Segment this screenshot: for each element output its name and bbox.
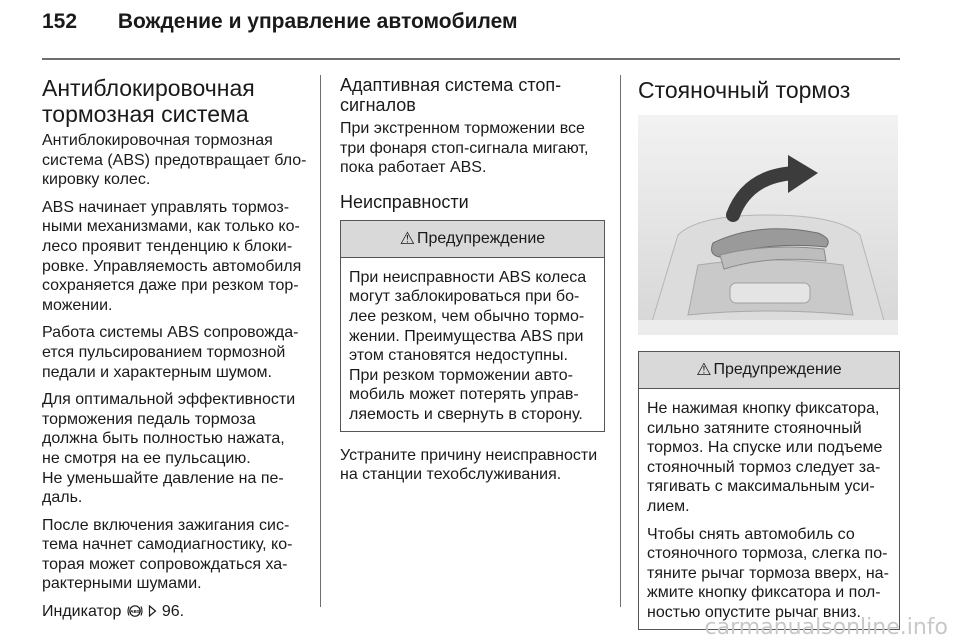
section-title-faults: Неисправности	[340, 191, 469, 212]
page-number: 152	[42, 10, 78, 33]
svg-text:ABS: ABS	[130, 609, 140, 615]
column-divider	[620, 75, 621, 607]
paragraph: ABS начинает управлять тормоз- ными механизмами, как только ко- лесо проявит тенденцию к блоки- ровке. Управляемость автомобиля сохраняется даже при резком тор- можении.	[42, 198, 302, 314]
paragraph: При экстренном торможении все три фонаря стоп-сигнала мигают, пока работает ABS.	[340, 120, 589, 177]
column-adaptive-brake-lights	[340, 75, 605, 493]
parking-brake-illustration	[638, 115, 898, 335]
warning-text: При неисправности ABS колеса могут заблокироваться при бо- лее резком, чем обычно тормо- жении. Преимущества ABS при этом становятся недоступны. При резком торможении авто- мобиль может потерять управ- ляемость и свернуть в сторону.	[349, 268, 587, 423]
paragraph: Работа системы ABS сопровожда- ется пульсированием тормозной педали и характерным шумом.	[42, 324, 299, 381]
chapter-title: Вождение и управление автомобилем	[117, 10, 518, 33]
page-reference-icon	[148, 605, 157, 617]
header-rule	[42, 58, 900, 60]
warning-box	[340, 220, 605, 432]
warning-box	[638, 351, 900, 630]
section-title-parking-brake: Стояночный тормоз	[638, 77, 851, 103]
abs-indicator-icon	[126, 604, 144, 618]
paragraph: После включения зажигания сис- тема начнет самодиагностику, ко- торая может сопровождаться ха- рактерными шумами.	[42, 516, 293, 593]
column-parking-brake	[638, 75, 900, 630]
parking-brake-lever-drawing	[638, 115, 898, 335]
warning-header: ⚠ Предупреждение	[639, 352, 899, 389]
watermark: carmanualsonline.info	[704, 615, 948, 640]
warning-header: ⚠ Предупреждение	[341, 221, 604, 258]
page-header	[42, 10, 518, 34]
column-abs	[42, 75, 310, 630]
warning-text: Не нажимая кнопку фиксатора, сильно затяните стояночный тормоз. На спуске или подъеме стояночный тормоз следует за- тягивать с максимальным уси- лием. Чтобы снять автомобиль со стояночного тормоза, слегка по- тяните рычаг тормоза вверх, на- жмите кнопку фиксатора и пол- ностью опустите рычаг вниз.	[647, 400, 889, 621]
warning-triangle-icon: ⚠	[696, 360, 712, 380]
section-title-adaptive: Адаптивная система стоп- сигналов	[340, 75, 562, 115]
warning-triangle-icon: ⚠	[399, 228, 416, 248]
paragraph: Антиблокировочная тормозная система (ABS) предотвращает бло- кировку колес.	[42, 132, 307, 189]
indicator-reference: Индикатор ABS 96.	[42, 603, 185, 621]
section-title-abs: Антиблокировочная тормозная система	[42, 75, 255, 127]
column-divider	[320, 75, 321, 607]
paragraph: Для оптимальной эффективности торможения педаль тормоза должна быть полностью нажата, не смотря на ее пульсацию. Не уменьшайте давление на пе- даль.	[42, 391, 296, 507]
paragraph: Устраните причину неисправности на станции техобслуживания.	[340, 446, 598, 484]
